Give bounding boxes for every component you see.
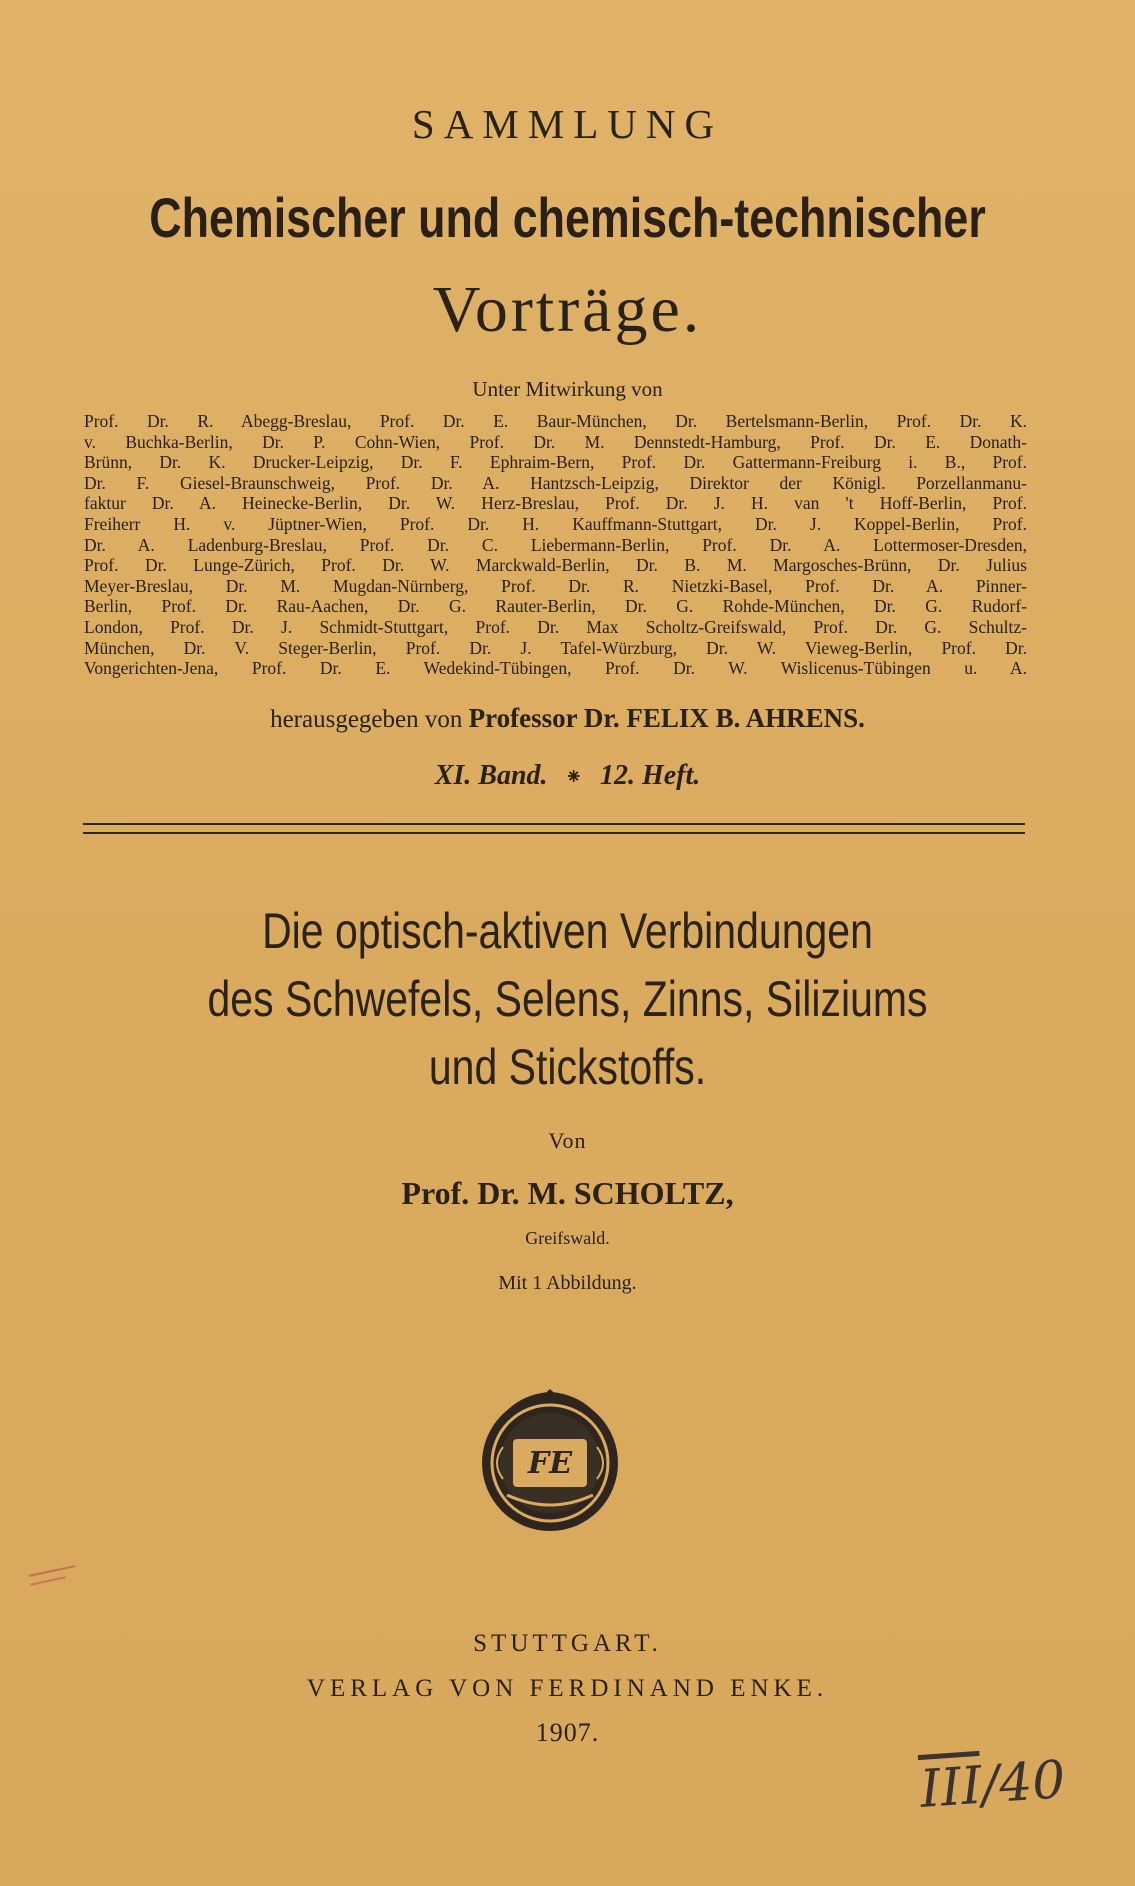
author-place: Greifswald.	[525, 1228, 610, 1248]
author-name: Prof. Dr. M. SCHOLTZ,	[401, 1175, 734, 1211]
red-pencil-mark	[28, 1565, 75, 1577]
contributors-line: Meyer-Breslau, Dr. M. Mugdan-Nürnberg, Prof. Dr. R. Nietzki-Basel, Prof. Dr. A. Pinner-	[84, 575, 1027, 596]
editor-name: Professor Dr. FELIX B. AHRENS.	[468, 703, 865, 733]
contributors-line: Dr. F. Giesel-Braunschweig, Prof. Dr. A. Hantzsch-Leipzig, Direktor der Königl. Porzellanmanu-	[84, 472, 1027, 493]
series-title-line-1: Chemischer und chemisch-technischer	[149, 186, 986, 249]
volume-number: XI. Band.	[434, 760, 548, 791]
double-rule-bottom	[83, 832, 1025, 834]
contributors-line: München, Dr. V. Steger-Berlin, Prof. Dr. J. Tafel-Würzburg, Dr. W. Vieweg-Berlin, Prof. Dr.	[84, 637, 1027, 658]
contributors-list	[84, 411, 1027, 679]
work-title-line-2: des Schwefels, Selens, Zinns, Siliziums	[207, 971, 928, 1027]
contributors-line: Freiherr H. v. Jüptner-Wien, Prof. Dr. H. Kauffmann-Stuttgart, Dr. J. Koppel-Berlin, Prof.	[84, 513, 1027, 534]
publication-year: 1907.	[535, 1718, 600, 1747]
shelfmark-part-2: /40	[979, 1750, 1068, 1816]
editor-line	[0, 703, 1135, 734]
publisher-city: STUTTGART.	[473, 1630, 662, 1657]
contributors-line: v. Buchka-Berlin, Dr. P. Cohn-Wien, Prof. Dr. M. Dennstedt-Hamburg, Prof. Dr. E. Donath-	[84, 431, 1027, 452]
contributors-line: London, Prof. Dr. J. Schmidt-Stuttgart, Prof. Dr. Max Scholtz-Greifswald, Prof. Dr. G. Schultz-	[84, 616, 1027, 637]
by-label: Von	[548, 1128, 587, 1153]
contributors-line: Vongerichten-Jena, Prof. Dr. E. Wedekind-Tübingen, Prof. Dr. W. Wislicenus-Tübingen u. A.	[84, 658, 1027, 679]
publisher-emblem-icon	[477, 1387, 623, 1533]
shelfmark-part-1: $\overline{III}$	[918, 1755, 984, 1820]
emblem-monogram: FE	[527, 1446, 573, 1481]
work-title-line-1: Die optisch-aktiven Verbindungen	[262, 903, 873, 959]
contributors-line: Brünn, Dr. K. Drucker-Leipzig, Dr. F. Ephraim-Bern, Prof. Dr. Gattermann-Freiburg i. B., Prof.	[84, 452, 1027, 473]
editor-prefix: herausgegeben von	[270, 706, 463, 733]
double-rule-top	[83, 823, 1025, 825]
contributors-line: Berlin, Prof. Dr. Rau-Aachen, Dr. G. Rauter-Berlin, Dr. G. Rohde-München, Dr. G. Rudorf-	[84, 596, 1027, 617]
illustration-count: Mit 1 Abbildung.	[498, 1272, 637, 1294]
contributors-line: Dr. A. Ladenburg-Breslau, Prof. Dr. C. Liebermann-Berlin, Prof. Dr. A. Lottermoser-Dresden,	[84, 534, 1027, 555]
collaboration-intro: Unter Mitwirkung von	[472, 377, 663, 401]
contributors-line: Prof. Dr. R. Abegg-Breslau, Prof. Dr. E. Baur-München, Dr. Bertelsmann-Berlin, Prof. Dr. K.	[84, 411, 1027, 431]
volume-separator: ⁕	[564, 764, 583, 789]
series-title-line-2: Vorträge.	[432, 273, 703, 346]
contributors-line: faktur Dr. A. Heinecke-Berlin, Dr. W. Herz-Breslau, Prof. Dr. J. H. van 't Hoff-Berlin, Prof.	[84, 493, 1027, 514]
volume-line	[0, 760, 1135, 792]
work-title-line-3: und Stickstoffs.	[428, 1039, 707, 1095]
issue-number: 12. Heft.	[599, 760, 701, 791]
red-pencil-mark	[30, 1576, 66, 1585]
contributors-line: Prof. Dr. Lunge-Zürich, Prof. Dr. W. Marckwald-Berlin, Dr. B. M. Margosches-Brünn, Dr. Julius	[84, 555, 1027, 576]
publisher-name: VERLAG VON FERDINAND ENKE.	[306, 1675, 829, 1702]
series-label: SAMMLUNG	[411, 101, 724, 147]
shelfmark	[918, 1750, 1067, 1820]
